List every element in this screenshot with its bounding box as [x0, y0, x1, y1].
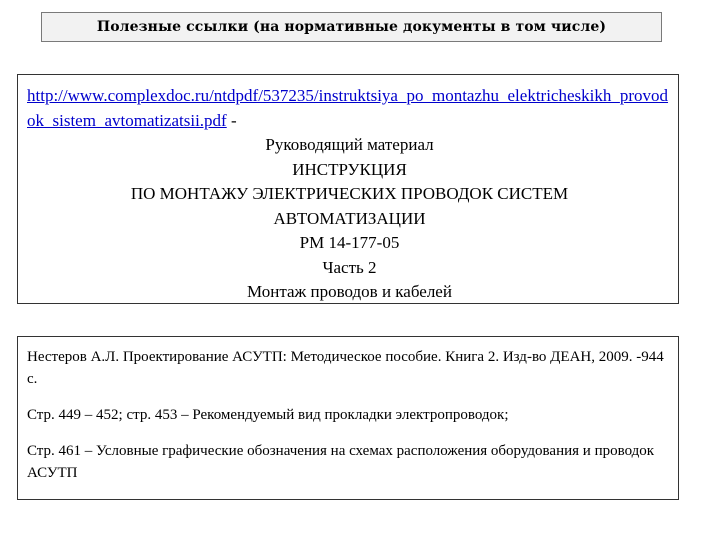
document-link[interactable]: http://www.complexdoc.ru/ntdpdf/537235/instruktsiya_po_montazhu_elektricheskikh_provodok_sistem_avtomatizatsii.pdf [27, 86, 669, 130]
book-reference-box [17, 336, 679, 500]
doc-title-line-3: АВТОМАТИЗАЦИИ [273, 208, 426, 228]
pages-range-a: 449 – 452 [58, 407, 119, 423]
symbols-prefix: Стр. [27, 443, 59, 459]
doc-part-line: Часть 2 [322, 257, 377, 277]
doc-number-line: РМ 14-177-05 [299, 233, 400, 252]
pages-range-b: 453 [154, 407, 178, 423]
pages-prefix: Стр. [27, 407, 59, 423]
doc-type-line: Руководящий материал [265, 135, 434, 154]
doc-subtitle-line: Монтаж проводов и кабелей [247, 282, 452, 301]
book-citation: Нестеров А.Л. Проектирование АСУТП: Методическое пособие. Книга 2. Изд-во ДЕАН, 2009. -944 с. [27, 349, 664, 387]
document-reference-box [17, 74, 679, 304]
doc-title-line-2: ПО МОНТАЖУ ЭЛЕКТРИЧЕСКИХ ПРОВОДОК СИСТЕМ [130, 184, 569, 203]
pages-separator: ; стр. [118, 407, 155, 423]
pages-line-routing [27, 404, 670, 426]
pages-description: – Рекомендуемый вид прокладки электропроводок; [177, 407, 509, 423]
symbols-description: – Условные графические обозначения на схемах расположения оборудования и проводок АСУТП [27, 443, 655, 481]
symbols-page: 461 [58, 443, 82, 459]
page-title-text: Полезные ссылки (на нормативные документы в том числе) [96, 19, 607, 35]
doc-title-line-1: ИНСТРУКЦИЯ [292, 159, 407, 179]
pages-line-symbols [27, 440, 670, 484]
page-title [41, 12, 662, 42]
link-suffix: - [226, 110, 237, 130]
